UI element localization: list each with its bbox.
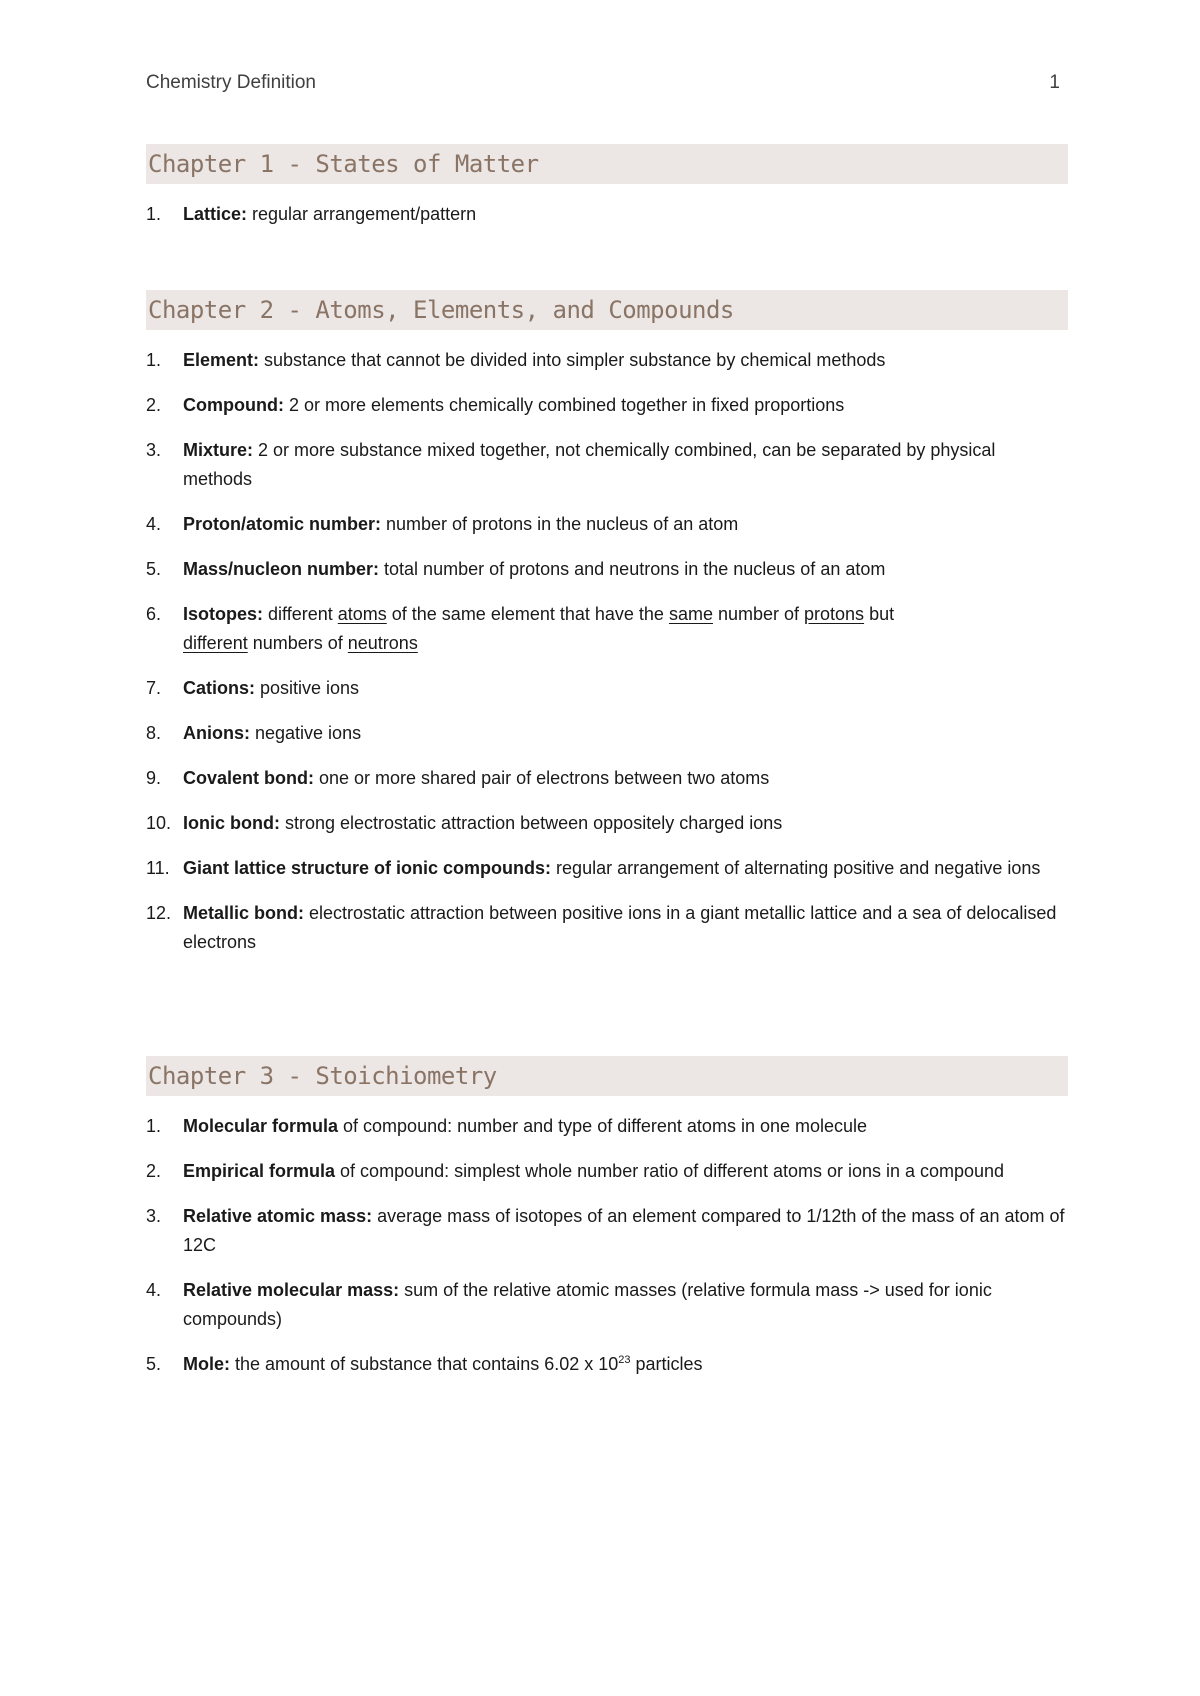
definition-item: 3. Relative atomic mass: average mass of isotopes of an element compared to 1/12th of the mass of an atom of 12C bbox=[146, 1206, 1065, 1255]
document-title: Chemistry Definition bbox=[146, 72, 316, 93]
underlined-word: same bbox=[668, 604, 713, 624]
underlined-word: neutrons bbox=[347, 633, 418, 653]
underlined-word: protons bbox=[804, 604, 865, 624]
definition-item: 4. Proton/atomic number: number of protons in the nucleus of an atom bbox=[146, 514, 739, 534]
chapter-3-definitions bbox=[146, 1112, 1068, 1379]
exponent: 23 bbox=[618, 1354, 631, 1366]
definition-item: 10. Ionic bond: strong electrostatic attraction between oppositely charged ions bbox=[146, 813, 783, 833]
definition-item: 2. Empirical formula of compound: simplest whole number ratio of different atoms or ions in a compound bbox=[146, 1161, 1005, 1181]
definition-item: 1. Molecular formula of compound: number and type of different atoms in one molecule bbox=[146, 1116, 868, 1136]
underlined-word: different bbox=[183, 633, 248, 653]
chapter-1-definitions bbox=[146, 200, 1068, 229]
chapter-1-section bbox=[146, 144, 1068, 229]
chapter-2-heading: Chapter 2 - Atoms, Elements, and Compounds bbox=[146, 290, 1068, 330]
page-header bbox=[146, 72, 1060, 94]
chapter-1-heading: Chapter 1 - States of Matter bbox=[146, 144, 1068, 184]
definition-item: 5. Mole: the amount of substance that contains 6.02 x $10^{23}$ particles bbox=[146, 1354, 703, 1374]
definition-item: 9. Covalent bond: one or more shared pair of electrons between two atoms bbox=[146, 768, 770, 788]
chapter-3-section bbox=[146, 1056, 1068, 1379]
chapter-2-definitions bbox=[146, 346, 1068, 957]
definition-item: 2. Compound: 2 or more elements chemically combined together in fixed proportions bbox=[146, 395, 845, 415]
definition-item: 5. Mass/nucleon number: total number of protons and neutrons in the nucleus of an atom bbox=[146, 559, 886, 579]
definition-item: 12. Metallic bond: electrostatic attraction between positive ions in a giant metallic lattice and a sea of delocalised electrons bbox=[146, 903, 1057, 952]
definition-item: 6. Isotopes: different atoms of the same element that have the same number of protons but different numbers of neutrons bbox=[146, 604, 895, 653]
definition-item: 3. Mixture: 2 or more substance mixed together, not chemically combined, can be separated by physical methods bbox=[146, 440, 996, 489]
definition-item: 4. Relative molecular mass: sum of the relative atomic masses (relative formula mass -> used for ionic compounds) bbox=[146, 1280, 992, 1329]
definition-item: 1. Element: substance that cannot be divided into simpler substance by chemical methods bbox=[146, 350, 886, 370]
definition-item: 8. Anions: negative ions bbox=[146, 723, 362, 743]
chapter-3-heading: Chapter 3 - Stoichiometry bbox=[146, 1056, 1068, 1096]
definition-item: 1. Lattice: regular arrangement/pattern bbox=[146, 204, 477, 224]
page-number: 1 bbox=[1049, 72, 1060, 93]
chapter-2-section bbox=[146, 290, 1068, 957]
underlined-word: atoms bbox=[337, 604, 387, 624]
definition-item: 11. Giant lattice structure of ionic compounds: regular arrangement of alternating positive and negative ions bbox=[146, 858, 1041, 878]
definition-item: 7. Cations: positive ions bbox=[146, 678, 360, 698]
